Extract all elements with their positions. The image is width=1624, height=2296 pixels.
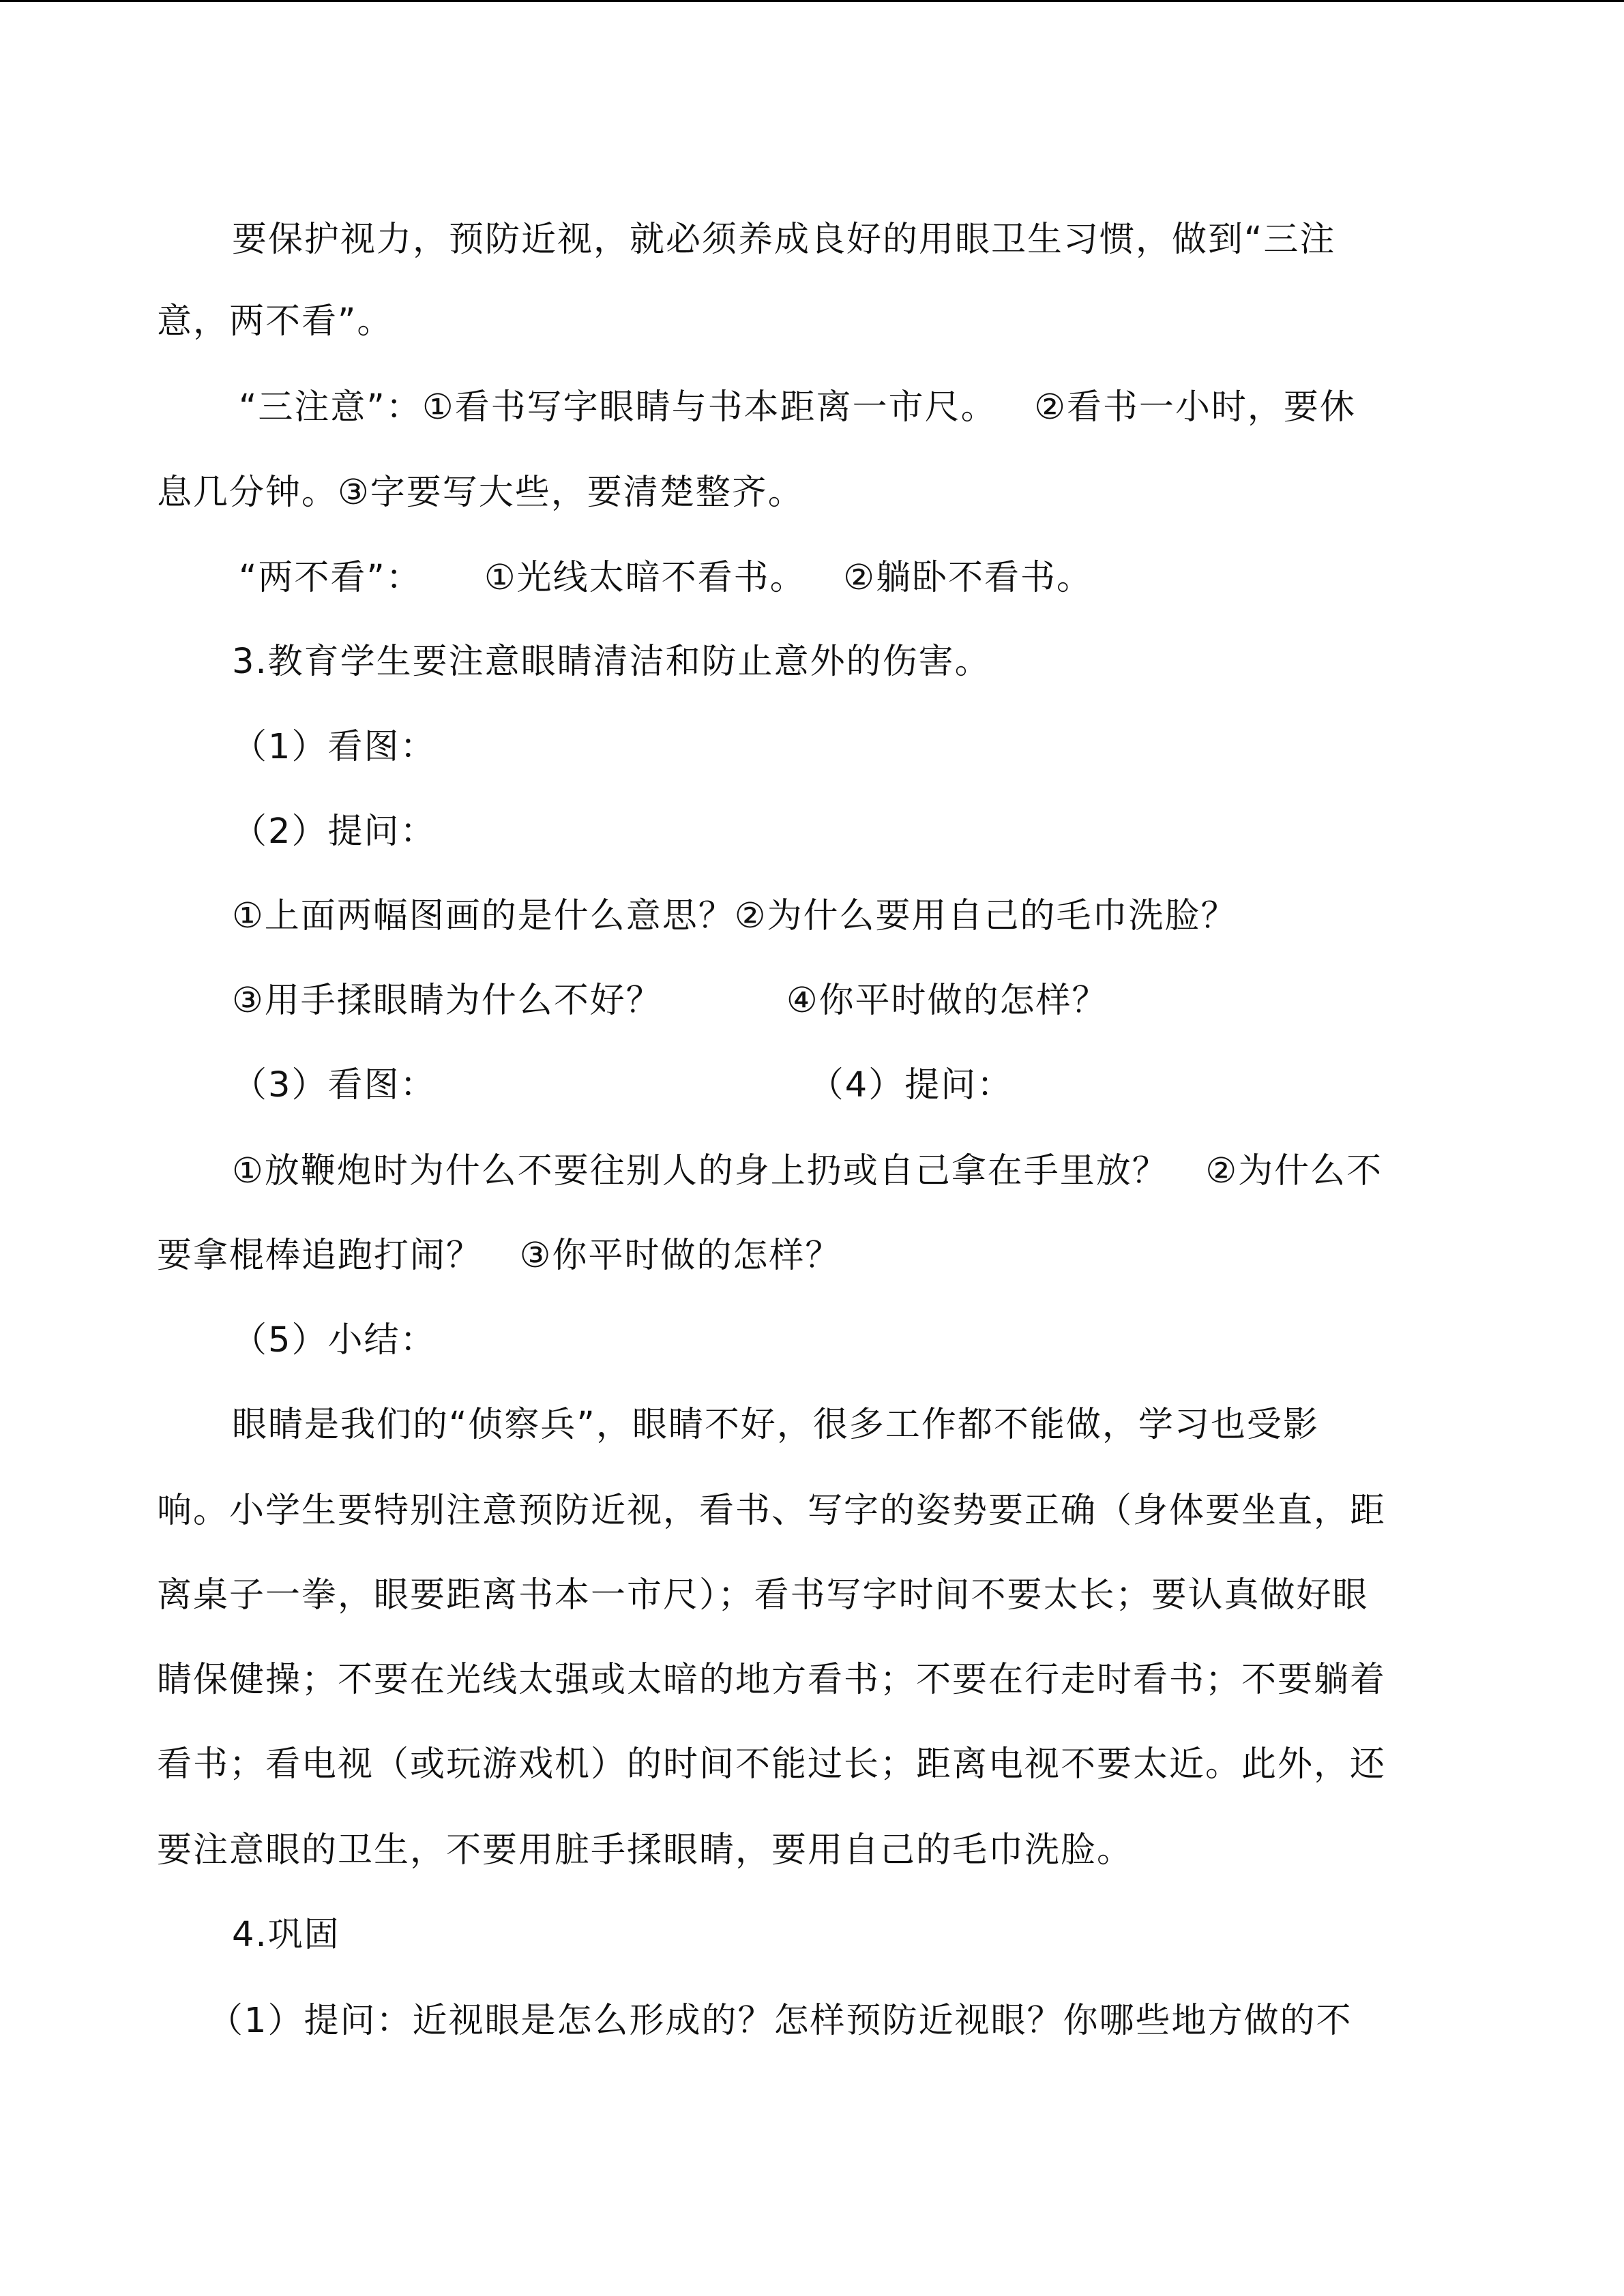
question-line-3: ①放鞭炮时为什么不要往别人的身上扔或自己拿在手里放？ ②为什么不 (232, 1151, 1383, 1191)
summary-line-5: 看书；看电视（或玩游戏机）的时间不能过长；距离电视不要太近。此外，还 (157, 1744, 1387, 1785)
paragraph-line-3: “三注意”：①看书写字眼睛与书本距离一市尺。 ②看书一小时，要休 (239, 387, 1356, 428)
summary-line-2: 响。小学生要特别注意预防近视，看书、写字的姿势要正确（身体要坐直，距 (157, 1491, 1387, 1531)
question-line-2: ③用手揉眼睛为什么不好？ ④你平时做的怎样？ (232, 981, 1108, 1021)
subsection-2: （2）提问： (232, 811, 437, 852)
paragraph-line-2: 意，两不看”。 (157, 301, 394, 342)
summary-line-4: 睛保健操；不要在光线太强或太暗的地方看书；不要在行走时看书；不要躺着 (157, 1660, 1387, 1700)
page-top-border (0, 0, 1624, 2)
summary-line-6: 要注意眼的卫生，不要用脏手揉眼睛，要用自己的毛巾洗脸。 (157, 1830, 1134, 1870)
summary-line-3: 离桌子一拳，眼要距离书本一市尺）；看书写字时间不要太长；要认真做好眼 (157, 1575, 1369, 1615)
question-line-5: （1）提问：近视眼是怎么形成的？怎样预防近视眼？你哪些地方做的不 (208, 2001, 1353, 2041)
section-heading-4: 4.巩固 (232, 1915, 340, 1955)
paragraph-line-5: “两不看”： ①光线太暗不看书。 ②躺卧不看书。 (239, 558, 1093, 598)
paragraph-line-1: 要保护视力，预防近视，就必须养成良好的用眼卫生习惯，做到“三注 (232, 220, 1336, 260)
summary-line-1: 眼睛是我们的“侦察兵”，眼睛不好，很多工作都不能做，学习也受影 (232, 1405, 1319, 1445)
subsection-5: （5）小结： (232, 1320, 437, 1360)
question-line-1: ①上面两幅图画的是什么意思？②为什么要用自己的毛巾洗脸？ (232, 896, 1237, 936)
section-heading-3: 3.教育学生要注意眼睛清洁和防止意外的伤害。 (232, 642, 991, 682)
subsection-3-4: （3）看图： （4）提问： (232, 1065, 1014, 1105)
paragraph-line-4: 息几分钟。③字要写大些，要清楚整齐。 (157, 473, 804, 513)
subsection-1: （1）看图： (232, 727, 437, 767)
question-line-4: 要拿棍棒追跑打闹？ ③你平时做的怎样？ (157, 1236, 842, 1276)
